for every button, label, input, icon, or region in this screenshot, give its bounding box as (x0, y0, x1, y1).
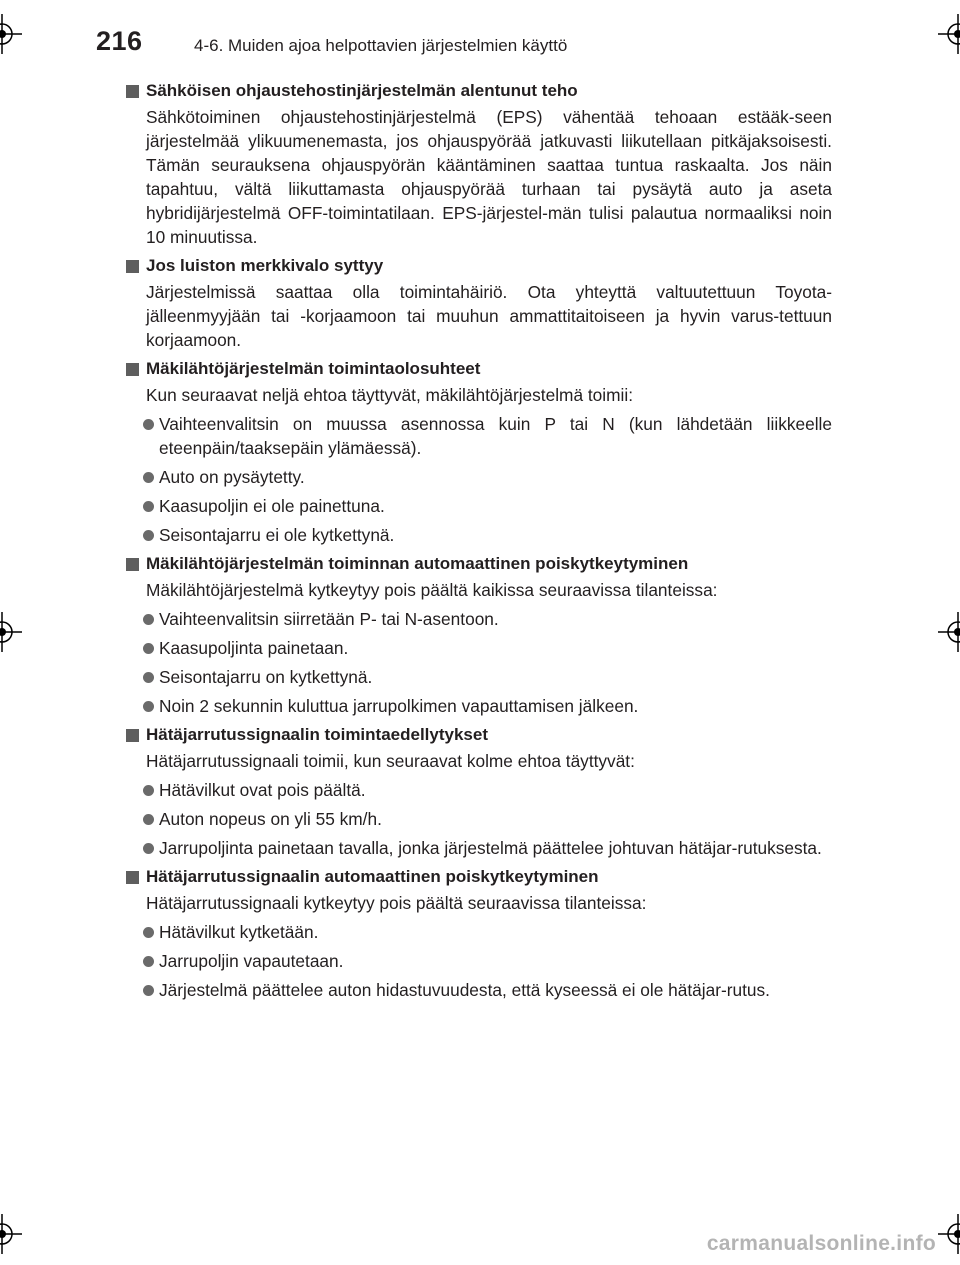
section-paragraph: Kun seuraavat neljä ehtoa täyttyvät, mäkilähtöjärjestelmä toimii: (146, 385, 633, 405)
section-title (126, 254, 832, 278)
list-item (126, 494, 832, 518)
round-bullet-icon (143, 843, 154, 854)
section-title-text: Jos luiston merkkivalo syttyy (146, 256, 384, 275)
list-item (126, 665, 832, 689)
watermark: carmanualsonline.info (706, 1232, 936, 1255)
list-item-text: Kaasupoljin ei ole painettuna. (159, 496, 385, 516)
round-bullet-icon (143, 785, 154, 796)
section-title (126, 723, 832, 747)
registration-mark-icon (0, 1214, 22, 1254)
square-bullet-icon (126, 260, 139, 273)
list-item-text: Auton nopeus on yli 55 km/h. (159, 809, 382, 829)
section-slip-indicator (126, 254, 832, 352)
list-item (126, 978, 832, 1002)
registration-mark-icon (0, 612, 22, 652)
round-bullet-icon (143, 501, 154, 512)
list-item (126, 412, 832, 460)
section-emergency-brake-conditions (126, 723, 832, 860)
registration-mark-icon (0, 14, 22, 54)
list-item-text: Järjestelmä päättelee auton hidastuvuudesta, että kyseessä ei ole hätäjar-rutus. (159, 980, 770, 1000)
list-item (126, 807, 832, 831)
round-bullet-icon (143, 985, 154, 996)
list-item-text: Noin 2 sekunnin kuluttua jarrupolkimen vapauttamisen jälkeen. (159, 696, 639, 716)
chapter-title: 4-6. Muiden ajoa helpottavien järjestelmien käyttö (194, 36, 568, 55)
section-title (126, 552, 832, 576)
registration-mark-icon (938, 14, 960, 54)
round-bullet-icon (143, 956, 154, 967)
section-eps (126, 79, 832, 249)
section-title-text: Hätäjarrutussignaalin automaattinen poiskytkeytyminen (146, 867, 599, 886)
list-item-text: Jarrupoljin vapautetaan. (159, 951, 344, 971)
square-bullet-icon (126, 729, 139, 742)
round-bullet-icon (143, 814, 154, 825)
list-item-text: Seisontajarru on kytkettynä. (159, 667, 373, 687)
round-bullet-icon (143, 672, 154, 683)
list-item (126, 523, 832, 547)
round-bullet-icon (143, 927, 154, 938)
list-item (126, 636, 832, 660)
section-paragraph: Mäkilähtöjärjestelmä kytkeytyy pois päältä kaikissa seuraavissa tilanteissa: (146, 580, 718, 600)
square-bullet-icon (126, 871, 139, 884)
list-item (126, 694, 832, 718)
round-bullet-icon (143, 530, 154, 541)
section-hill-start-cancel (126, 552, 832, 718)
list-item (126, 465, 832, 489)
list-item-text: Jarrupoljinta painetaan tavalla, jonka järjestelmä päättelee johtuvan hätäjar-rutuksesta. (159, 838, 822, 858)
list-item-text: Auto on pysäytetty. (159, 467, 305, 487)
section-paragraph: Sähkötoiminen ohjaustehostinjärjestelmä (EPS) vähentää tehoaan estääk-seen järjestelmää ylikuumenemasta, jos ohjauspyörää jatkuvasti liikutellaan pitkäjaksoisesti. Tämän seurauksena ohjauspyörän kääntäminen saattaa tuntua raskaalta. Jos näin tapahtuu, vältä liikuttamasta ohjauspyörää turhaan tai pysäytä auto ja aseta hybridijärjestelmä OFF-toimintatilaan. EPS-järjestel-män tulisi palautua normaaliksi noin 10 minuutissa. (146, 107, 832, 247)
square-bullet-icon (126, 85, 139, 98)
registration-mark-icon (938, 612, 960, 652)
list-item (126, 607, 832, 631)
section-emergency-brake-cancel (126, 865, 832, 1002)
page-number: 216 (96, 26, 143, 56)
section-paragraph: Hätäjarrutussignaali toimii, kun seuraavat kolme ehtoa täyttyvät: (146, 751, 635, 771)
square-bullet-icon (126, 558, 139, 571)
registration-mark-icon (938, 1214, 960, 1254)
list-item-text: Seisontajarru ei ole kytkettynä. (159, 525, 395, 545)
round-bullet-icon (143, 419, 154, 430)
list-item-text: Hätävilkut kytketään. (159, 922, 319, 942)
list-item (126, 778, 832, 802)
section-title-text: Sähköisen ohjaustehostinjärjestelmän alentunut teho (146, 81, 578, 100)
section-paragraph: Hätäjarrutussignaali kytkeytyy pois päältä seuraavissa tilanteissa: (146, 893, 647, 913)
list-item-text: Kaasupoljinta painetaan. (159, 638, 349, 658)
section-hill-start-conditions (126, 357, 832, 547)
list-item (126, 836, 832, 860)
round-bullet-icon (143, 614, 154, 625)
square-bullet-icon (126, 363, 139, 376)
round-bullet-icon (143, 643, 154, 654)
section-paragraph: Järjestelmissä saattaa olla toimintahäiriö. Ota yhteyttä valtuutettuun Toyota-jälleenmyyjään tai -korjaamoon tai muuhun ammattitaitoiseen ja hyvin varus-tettuun korjaamoon. (146, 282, 832, 350)
list-item-text: Hätävilkut ovat pois päältä. (159, 780, 366, 800)
section-title (126, 357, 832, 381)
section-title (126, 865, 832, 889)
section-title (126, 79, 832, 103)
section-title-text: Mäkilähtöjärjestelmän toiminnan automaattinen poiskytkeytyminen (146, 554, 689, 573)
section-title-text: Hätäjarrutussignaalin toimintaedellytykset (146, 725, 488, 744)
round-bullet-icon (143, 701, 154, 712)
list-item-text: Vaihteenvalitsin siirretään P- tai N-asentoon. (159, 609, 499, 629)
section-title-text: Mäkilähtöjärjestelmän toimintaolosuhteet (146, 359, 481, 378)
round-bullet-icon (143, 472, 154, 483)
list-item-text: Vaihteenvalitsin on muussa asennossa kuin P tai N (kun lähdetään liikkeelle eteenpäin/taaksepäin ylämäessä). (159, 414, 832, 458)
list-item (126, 920, 832, 944)
list-item (126, 949, 832, 973)
page-header (96, 26, 896, 66)
page-content (126, 79, 832, 1002)
